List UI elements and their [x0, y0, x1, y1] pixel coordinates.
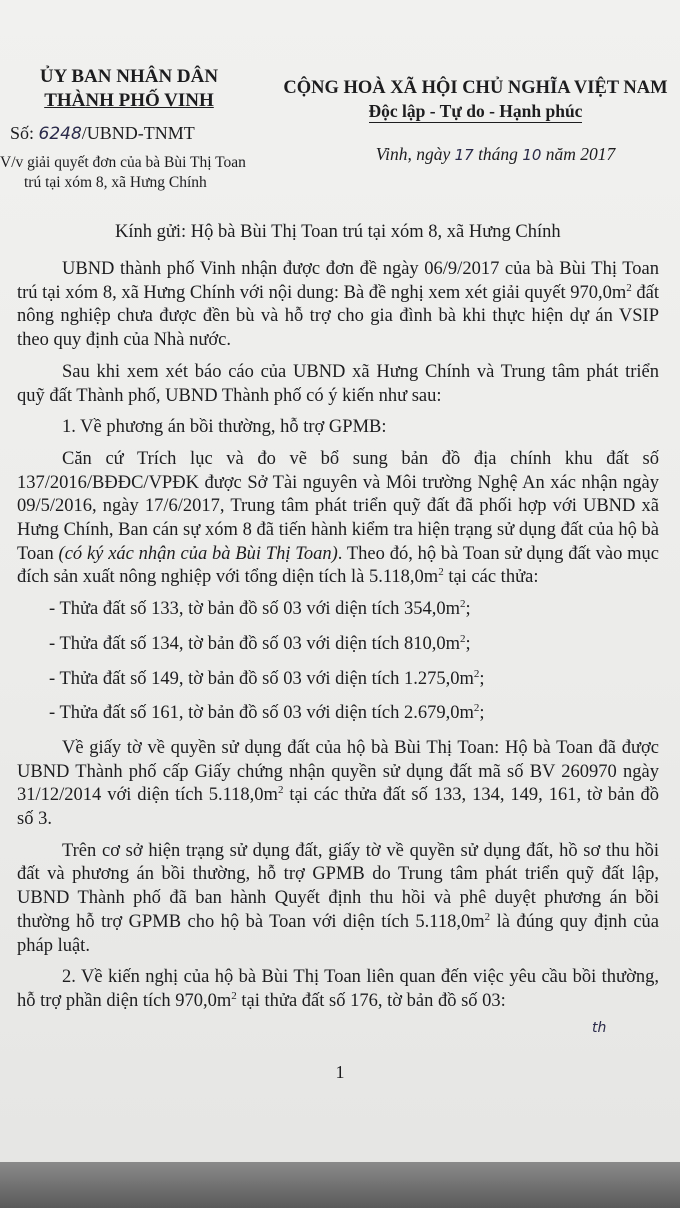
doc-number-suffix: /UBND-TNMT [81, 123, 195, 143]
subject-line2: trú tại xóm 8, xã Hưng Chính [24, 174, 207, 191]
paragraph-certificate: Về giấy tờ về quyền sử dụng đất của hộ bà Bùi Thị Toan: Hộ bà Toan đã được UBND Thành phố cấp Giấy chứng nhận quyền sử dụng đất mã số BV 260970 ngày 31/12/2014 với diện tích $5.118,0m^2$ tại các thửa đất số 133, 134, 149, 161, tờ bản đồ số 3. [17, 737, 659, 830]
page-number: 1 [335, 1062, 345, 1082]
subject-line1: V/v giải quyết đơn của bà Bùi Thị Toan [0, 154, 246, 171]
national-header-block [278, 78, 673, 165]
list-item: - Thửa đất số 133, tờ bản đồ số 03 với diện tích $354,0m^2$; [49, 597, 471, 620]
background-surface [0, 1162, 680, 1208]
date-line: Vinh, ngày 17 tháng 10 năm 2017 [375, 144, 616, 164]
doc-number-handwritten: 6248 [38, 124, 82, 144]
list-item: - Thửa đất số 134, tờ bản đồ số 03 với diện tích $810,0m^2$; [49, 632, 471, 654]
paragraph-survey: Căn cứ Trích lục và đo vẽ bổ sung bản đồ địa chính khu đất số 137/2016/BĐĐC/VPĐK được Sở Tài nguyên và Môi trường Nghệ An xác nhận ngày 09/5/2016, ngày 17/6/2017, Trung tâm phát triển quỹ đất đã phối hợp với UBND xã Hưng Chính, Ban cán sự xóm 8 đã tiến hành kiểm tra hiện trạng sử dụng đất của hộ bà Toan (có ký xác nhận của bà Bùi Thị Toan). Theo đó, hộ bà Toan sử dụng đất vào mục đích sản xuất nông nghiệp với tổng diện tích là $5.118,0m^2$ tại các thửa: [17, 448, 659, 588]
paragraph-request: UBND thành phố Vinh nhận được đơn đề ngày 06/9/2017 của bà Bùi Thị Toan trú tại xóm 8, xã Hưng Chính với nội dung: Bà đề nghị xem xét giải quyết $970,0m^2$ đất nông nghiệp chưa được đền bù và hỗ trợ cho gia đình bà khi thực hiện dự án VSIP theo quy định của Nhà nước. [17, 259, 659, 351]
date-month-handwritten: 10 [522, 146, 542, 164]
paragraph-review: Sau khi xem xét báo cáo của UBND xã Hưng Chính và Trung tâm phát triển quỹ đất Thành phố, UBND Thành phố có ý kiến như sau: [17, 361, 659, 406]
italic-note: (có ký xác nhận của bà Bùi Thị Toan) [58, 543, 338, 564]
issuer-name-line1: ỦY BAN NHÂN DÂN [39, 66, 219, 87]
paragraph-decision: Trên cơ sở hiện trạng sử dụng đất, giấy tờ về quyền sử dụng đất, hồ sơ thu hồi đất và phương án bồi thường, hỗ trợ GPMB do Trung tâm phát triển quỹ đất lập, UBND Thành phố đã ban hành Quyết định thu hồi và phê duyệt phương án bồi thường hỗ trợ GPMB cho hộ bà Toan với diện tích $5.118,0m^2$ là đúng quy định của pháp luật. [17, 840, 660, 956]
doc-number-prefix: Số: [10, 123, 35, 143]
section-heading-1: 1. Về phương án bồi thường, hỗ trợ GPMB: [62, 417, 387, 438]
issuer-name-line2: THÀNH PHỐ VINH [44, 90, 214, 111]
section-heading-2: 2. Về kiến nghị của hộ bà Bùi Thị Toan liên quan đến việc yêu cầu bồi thường, hỗ trợ phần diện tích $970,0m^2$ tại thửa đất số 176, tờ bản đồ số 03: [17, 967, 659, 1011]
date-day-handwritten: 17 [454, 146, 474, 164]
national-motto: Độc lập - Tự do - Hạnh phúc [368, 101, 583, 121]
list-item: - Thửa đất số 161, tờ bản đồ số 03 với diện tích $2.679,0m^2$; [49, 702, 485, 724]
document-number [10, 123, 195, 144]
letter-body [17, 258, 659, 1022]
list-item: - Thửa đất số 149, tờ bản đồ số 03 với diện tích $1.275,0m^2$; [49, 667, 485, 689]
recipient-line: Kính gửi: Hộ bà Bùi Thị Toan trú tại xóm 8, xã Hưng Chính [115, 222, 561, 242]
republic-title: CỘNG HOÀ XÃ HỘI CHỦ NGHĨA VIỆT NAM [283, 78, 668, 98]
margin-scribble: th [592, 1020, 607, 1036]
